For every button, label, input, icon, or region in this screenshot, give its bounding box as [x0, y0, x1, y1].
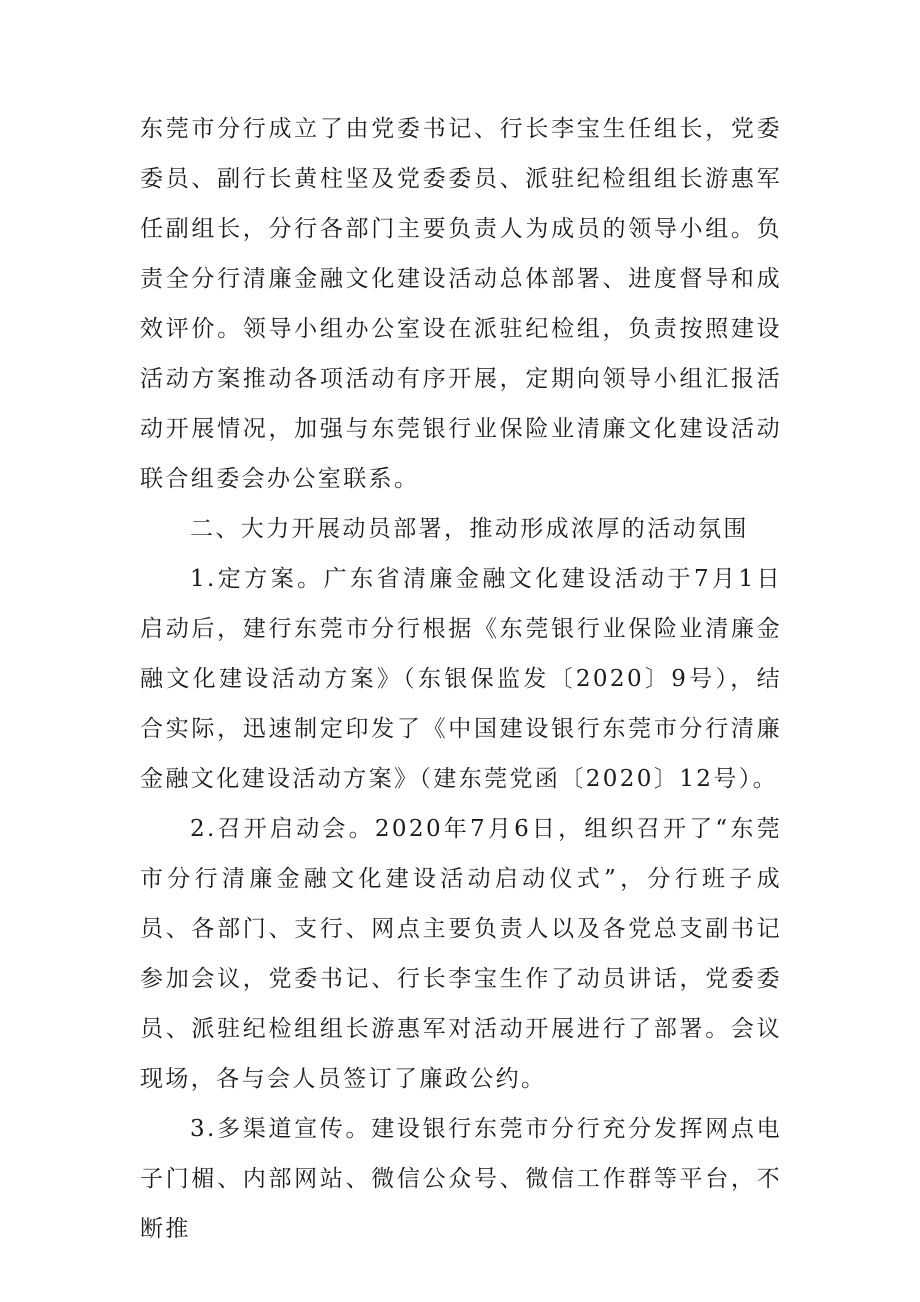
paragraph-item-2-launch-meeting: 2.召开启动会。2020年7月6日，组织召开了“东莞市分行清廉金融文化建设活动启动仪式”，分行班子成员、各部门、支行、网点主要负责人以及各党总支副书记参加会议，党委书记、行长李宝生作了动员讲话，党委委员、派驻纪检组组长游惠军对活动开展进行了部署。会议现场，各与会人员签订了廉政公约。 [140, 816, 782, 1092]
paragraph-leadership-group: 东莞市分行成立了由党委书记、行长李宝生任组长，党委委员、副行长黄柱坚及党委委员、派驻纪检组组长游惠军任副组长，分行各部门主要负责人为成员的领导小组。负责全分行清廉金融文化建设活动总体部署、进度督导和成效评价。领导小组办公室设在派驻纪检组，负责按照建设活动方案推动各项活动有序开展，定期向领导小组汇报活动开展情况，加强与东莞银行业保险业清廉文化建设活动联合组委会办公室联系。 [140, 116, 782, 492]
paragraph-item-3-publicity: 3.多渠道宣传。建设银行东莞市分行充分发挥网点电子门楣、内部网站、微信公众号、微信工作群等平台，不断推 [140, 1116, 782, 1242]
section-heading-two: 二、大力开展动员部署，推动形成浓厚的活动氛围 [190, 516, 749, 542]
paragraph-item-1-plan: 1.定方案。广东省清廉金融文化建设活动于7月1日启动后，建行东莞市分行根据《东莞银行业保险业清廉金融文化建设活动方案》（东银保监发〔2020〕9号），结合实际，迅速制定印发了《中国建设银行东莞市分行清廉金融文化建设活动方案》（建东莞党函〔2020〕12号）。 [140, 566, 782, 792]
document-body [140, 104, 782, 1254]
